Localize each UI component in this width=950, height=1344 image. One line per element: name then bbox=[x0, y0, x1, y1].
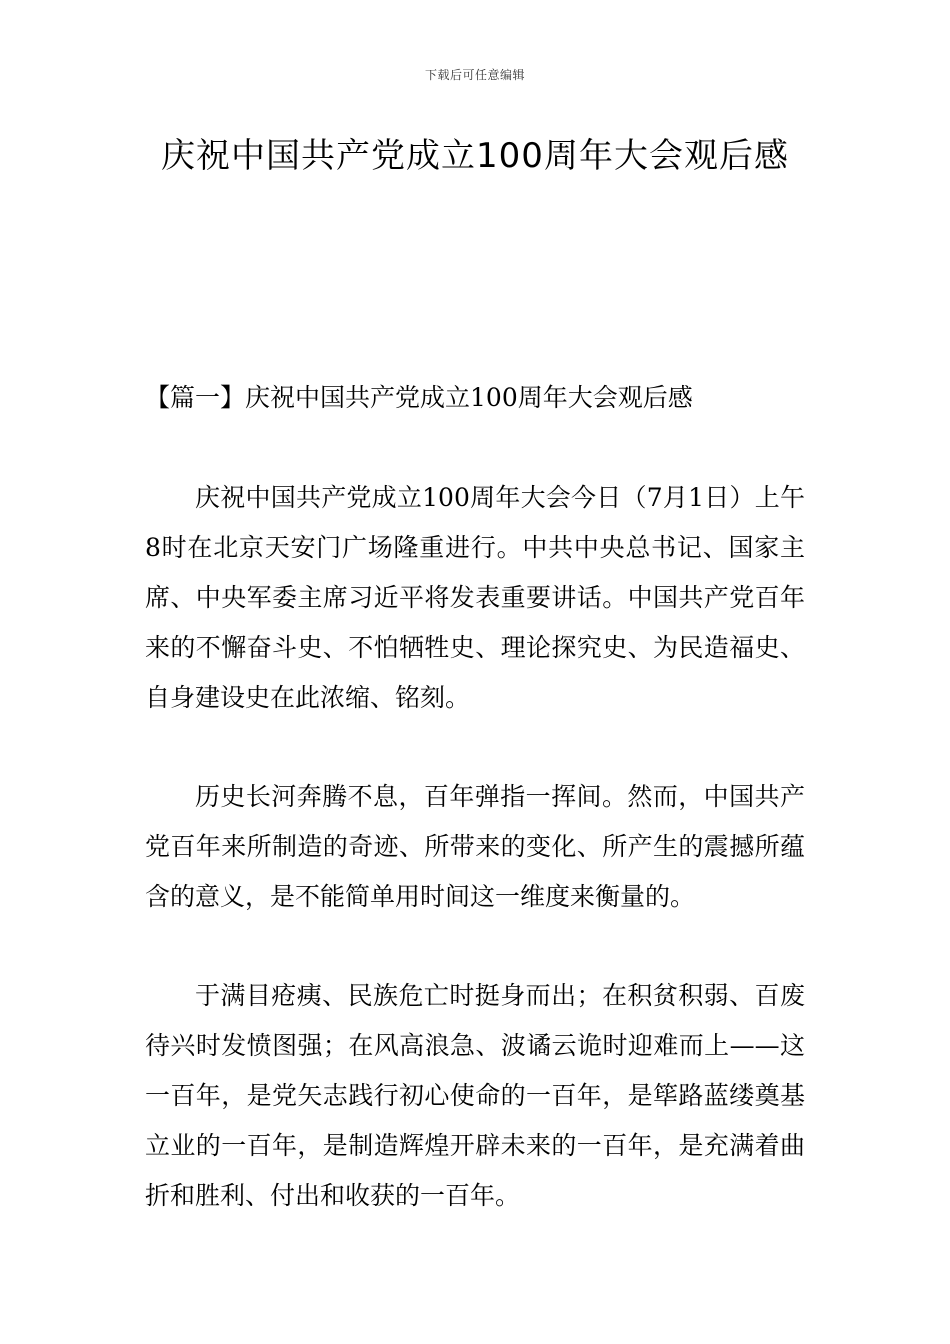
paragraph-1: 庆祝中国共产党成立100周年大会今日（7月1日）上午8时在北京天安门广场隆重进行。中共中央总书记、国家主席、中央军委主席习近平将发表重要讲话。中国共产党百年来的不懈奋斗史、不怕牺牲史、理论探究史、为民造福史、自身建设史在此浓缩、铭刻。 bbox=[145, 483, 805, 712]
paragraph-2: 历史长河奔腾不息，百年弹指一挥间。然而，中国共产党百年来所制造的奇迹、所带来的变化、所产生的震撼所蕴含的意义，是不能简单用时间这一维度来衡量的。 bbox=[145, 782, 805, 911]
header-note: 下载后可任意编辑 bbox=[424, 68, 525, 82]
document-title: 庆祝中国共产党成立100周年大会观后感 bbox=[161, 136, 789, 176]
paragraph-3: 于满目疮痍、民族危亡时挺身而出；在积贫积弱、百废待兴时发愤图强；在风高浪急、波谲云诡时迎难而上——这一百年，是党矢志践行初心使命的一百年，是筚路蓝缕奠基立业的一百年，是制造辉煌开辟未来的一百年，是充满着曲折和胜利、付出和收获的一百年。 bbox=[145, 981, 805, 1210]
section-heading: 【篇一】庆祝中国共产党成立100周年大会观后感 bbox=[145, 383, 693, 412]
